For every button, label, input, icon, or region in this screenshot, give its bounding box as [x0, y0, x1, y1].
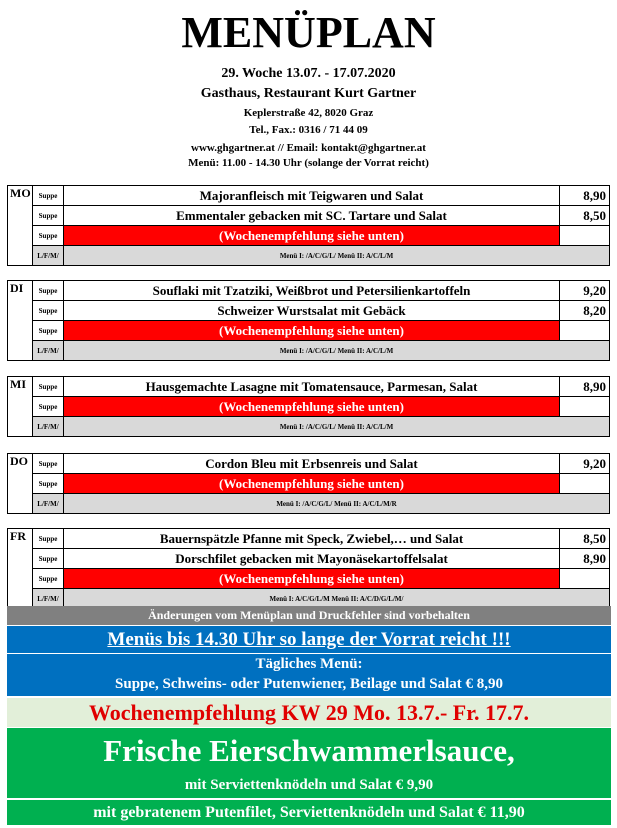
- menu-price: 9,20: [560, 281, 610, 301]
- day-block-mi: [7, 376, 610, 437]
- allergen-info: Menü I: /A/C/G/L/ Menü II: A/C/L/M: [64, 341, 610, 361]
- soup-label: Suppe: [33, 569, 64, 589]
- special-option-1: mit Serviettenknödeln und Salat € 9,90: [7, 773, 611, 798]
- menu-dish: Souflaki mit Tzatziki, Weißbrot und Petersilienkartoffeln: [64, 281, 560, 301]
- soup-label: Suppe: [33, 454, 64, 474]
- menu-dish: Emmentaler gebacken mit SC. Tartare und Salat: [64, 206, 560, 226]
- allergen-label: L/F/M/: [33, 589, 64, 609]
- soup-label: Suppe: [33, 226, 64, 246]
- allergen-label: L/F/M/: [33, 417, 64, 437]
- restaurant-name: Gasthaus, Restaurant Kurt Gartner: [200, 86, 417, 101]
- allergen-label: L/F/M/: [33, 341, 64, 361]
- day-block-mo: [7, 185, 610, 266]
- menu-dish: Hausgemachte Lasagne mit Tomatensauce, Parmesan, Salat: [64, 377, 560, 397]
- menu-price: 8,50: [560, 529, 610, 549]
- day-label: MI: [8, 377, 33, 437]
- week-info: 29. Woche 13.07. - 17.07.2020: [221, 66, 396, 81]
- day-block-fr: [7, 528, 610, 609]
- soup-label: Suppe: [33, 206, 64, 226]
- allergen-label: L/F/M/: [33, 494, 64, 514]
- weekly-special-notice: (Wochenempfehlung siehe unten): [64, 321, 560, 341]
- special-title-banner: Frische Eierschwammerlsauce,: [7, 728, 611, 773]
- menu-dish: Majoranfleisch mit Teigwaren und Salat: [64, 186, 560, 206]
- phone: Tel., Fax.: 0316 / 71 44 09: [249, 124, 368, 136]
- menu-price: [560, 321, 610, 341]
- address: Keplerstraße 42, 8020 Graz: [243, 107, 374, 119]
- allergen-info: Menü I: /A/C/G/L/ Menü II: A/C/L/M: [64, 246, 610, 266]
- daily-menu-title: Tägliches Menü:: [255, 656, 363, 672]
- day-block-di: [7, 280, 610, 361]
- notice-banner: Menüs bis 14.30 Uhr so lange der Vorrat reicht !!!: [7, 626, 611, 653]
- day-label: MO: [8, 186, 33, 266]
- menu-dish: Schweizer Wurstsalat mit Gebäck: [64, 301, 560, 321]
- allergen-info: Menü I: /A/C/G/L/ Menü II: A/C/L/M/R: [64, 494, 610, 514]
- menu-price: 8,90: [560, 186, 610, 206]
- weekly-special-notice: (Wochenempfehlung siehe unten): [64, 226, 560, 246]
- menu-dish: Bauernspätzle Pfanne mit Speck, Zwiebel,… und Salat: [64, 529, 560, 549]
- soup-label: Suppe: [33, 281, 64, 301]
- page-title: MENÜPLAN: [181, 8, 436, 57]
- weekly-special-notice: (Wochenempfehlung siehe unten): [64, 569, 560, 589]
- allergen-info: Menü I: /A/C/G/L/ Menü II: A/C/L/M: [64, 417, 610, 437]
- menu-price: 8,20: [560, 301, 610, 321]
- menu-price: 8,90: [560, 377, 610, 397]
- daily-menu-banner: [7, 654, 611, 696]
- menu-price: 8,50: [560, 206, 610, 226]
- menu-price: 8,90: [560, 549, 610, 569]
- allergen-info: Menü I: A/C/G/L/M Menü II: A/C/D/G/L/M/: [64, 589, 610, 609]
- menu-price: [560, 569, 610, 589]
- soup-label: Suppe: [33, 474, 64, 494]
- soup-label: Suppe: [33, 397, 64, 417]
- menu-price: [560, 226, 610, 246]
- weekly-special-notice: (Wochenempfehlung siehe unten): [64, 474, 560, 494]
- menu-price: [560, 474, 610, 494]
- soup-label: Suppe: [33, 321, 64, 341]
- web-email: www.ghgartner.at // Email: kontakt@ghgartner.at: [191, 142, 426, 154]
- soup-label: Suppe: [33, 529, 64, 549]
- weekly-recommendation-banner: Wochenempfehlung KW 29 Mo. 13.7.- Fr. 17.7.: [7, 698, 611, 727]
- soup-label: Suppe: [33, 377, 64, 397]
- day-label: DI: [8, 281, 33, 361]
- weekly-special-notice: (Wochenempfehlung siehe unten): [64, 397, 560, 417]
- menu-dish: Dorschfilet gebacken mit Mayonäsekartoffelsalat: [64, 549, 560, 569]
- menu-price: 9,20: [560, 454, 610, 474]
- soup-label: Suppe: [33, 186, 64, 206]
- day-label: FR: [8, 529, 33, 609]
- disclaimer-banner: Änderungen vom Menüplan und Druckfehler sind vorbehalten: [7, 606, 611, 625]
- day-label: DO: [8, 454, 33, 514]
- soup-label: Suppe: [33, 301, 64, 321]
- soup-label: Suppe: [33, 549, 64, 569]
- special-option-2: mit gebratenem Putenfilet, Serviettenknödeln und Salat € 11,90: [7, 800, 611, 825]
- opening-hours: Menü: 11.00 - 14.30 Uhr (solange der Vorrat reicht): [188, 157, 429, 169]
- menu-price: [560, 397, 610, 417]
- daily-menu-desc: Suppe, Schweins- oder Putenwiener, Beilage und Salat € 8,90: [115, 676, 503, 692]
- allergen-label: L/F/M/: [33, 246, 64, 266]
- day-block-do: [7, 453, 610, 514]
- menu-dish: Cordon Bleu mit Erbsenreis und Salat: [64, 454, 560, 474]
